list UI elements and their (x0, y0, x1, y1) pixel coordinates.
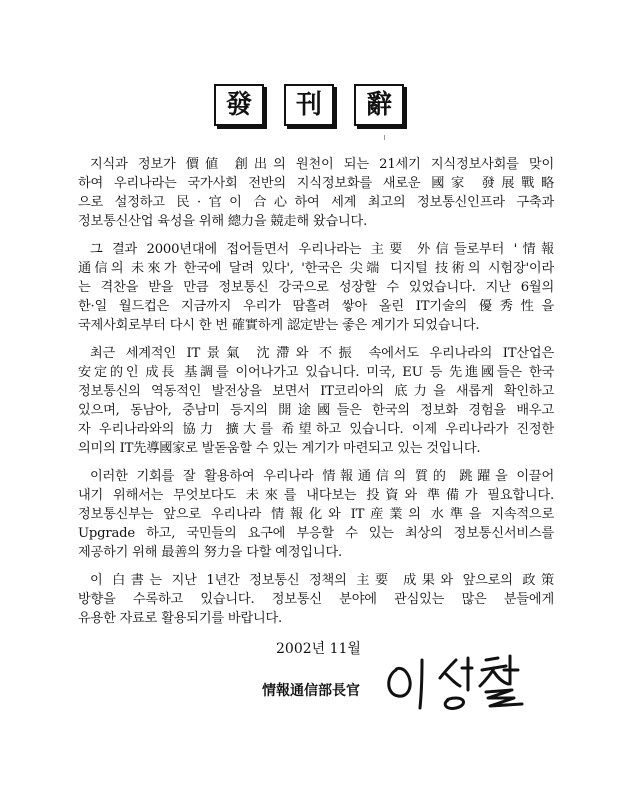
text-line: 정보통신의 역동적인 발전상을 보면서 IT코리아의 底力을 새롭게 확인하고 (78, 384, 554, 399)
text-line: 방향을 수록하고 있습니다. 정보통신 분야에 관심있는 많은 분들에게 (78, 592, 554, 607)
text-line: 정보통신산업 육성을 위해 總力을 競走해 왔습니다. (78, 214, 368, 229)
text-line: 의미의 IT先導國家로 발돋움할 수 있는 계기가 마련되고 있는 것입니다. (78, 441, 481, 456)
text-line: 지식과 정보가 價値 創出의 원천이 되는 21세기 지식정보사회를 맞이 (90, 157, 554, 172)
body-text (78, 155, 554, 637)
text-line: 그 결과 2000년대에 접어들면서 우리나라는 主要 外信들로부터 '情報 (90, 242, 554, 257)
text-line: 으로 설정하고 民·官이 合心하여 세계 최고의 정보통신인프라 구축과 (78, 195, 554, 210)
text-line: Upgrade 하고, 국민들의 요구에 부응할 수 있는 최상의 정보통신서비스를 (78, 526, 554, 541)
document-title (0, 84, 618, 126)
text-line: 安定的인 成長 基調를 이어나가고 있습니다. 미국, EU 등 先進國들은 한국 (78, 365, 554, 380)
text-line: 이 白書는 지난 1년간 정보통신 정책의 主要 成果와 앞으로의 政策 (90, 573, 554, 588)
text-line: 자 우리나라와의 協力 擴大를 希望하고 있습니다. 이제 우리나라가 진정한 (78, 422, 554, 437)
text-line: 국제사회로부터 다시 한 번 確實하게 認定받는 좋은 계기가 되었습니다. (78, 318, 480, 333)
paragraph (78, 571, 554, 628)
signature-image (382, 648, 542, 712)
paragraph (78, 155, 554, 231)
text-line: 있으며, 동남아, 중남미 등지의 開途國들은 한국의 정보화 경험을 배우고 (78, 403, 554, 418)
text-line: 하여 우리나라는 국가사회 전반의 지식정보화를 새로운 國家 發展戰略 (78, 176, 554, 191)
paragraph (78, 344, 554, 458)
title-char-box: 發 (214, 84, 264, 126)
text-line: 이러한 기회를 잘 활용하여 우리나라 情報通信의 質的 跳躍을 이끌어 (90, 469, 554, 484)
scan-mark (384, 135, 385, 140)
text-line: 는 격찬을 받을 만큼 정보통신 강국으로 성장할 수 있었습니다. 지난 6월의 (78, 280, 554, 295)
text-line: 한·일 월드컵은 지금까지 우리가 땀흘려 쌓아 올린 IT기술의 優秀性을 (78, 299, 554, 314)
issue-date: 2002년 11월 (276, 641, 361, 657)
paragraph (78, 240, 554, 335)
title-char-box: 辭 (354, 84, 404, 126)
text-line: 정보통신부는 앞으로 우리나라 情報化와 IT産業의 水準을 지속적으로 (78, 507, 554, 522)
title-char-box: 刊 (284, 84, 334, 126)
text-line: 내기 위해서는 무엇보다도 未來를 내다보는 投資와 準備가 필요합니다. (78, 488, 554, 503)
text-line: 제공하기 위해 最善의 努力을 다할 예정입니다. (78, 545, 342, 560)
text-line: 최근 세계적인 IT景氣 沈滯와 不振 속에서도 우리나라의 IT산업은 (90, 346, 554, 361)
text-line: 通信의 未來가 한국에 달려 있다', '한국은 尖端 디지털 技術의 시험장'이라 (78, 261, 554, 276)
text-line: 유용한 자료로 활용되기를 바랍니다. (78, 611, 283, 626)
author-title: 情報通信部長官 (262, 683, 360, 699)
paragraph (78, 467, 554, 562)
